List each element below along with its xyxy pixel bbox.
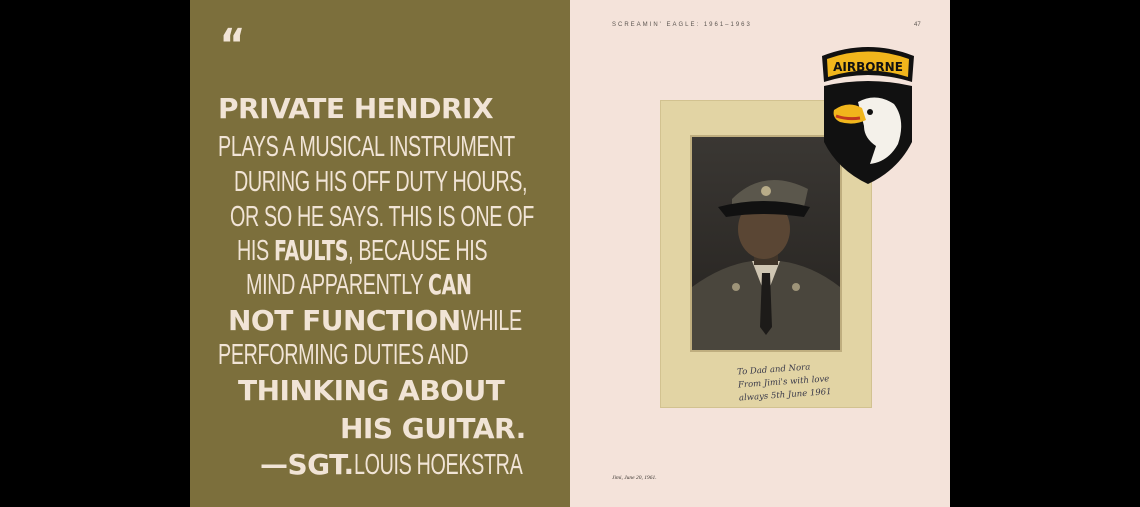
quote-line: PLAYS A MUSICAL INSTRUMENT xyxy=(218,131,515,163)
airborne-eagle-patch xyxy=(818,42,918,187)
quote-line: OR SO HE SAYS. THIS IS ONE OF xyxy=(230,201,534,233)
quote-line: PRIVATE HENDRIX xyxy=(218,92,494,125)
right-page xyxy=(570,0,950,507)
quote-line: MIND APPARENTLY CAN xyxy=(246,268,472,301)
photo-caption: Jimi, June 20, 1961. xyxy=(612,475,657,481)
svg-text:AIRBORNE: AIRBORNE xyxy=(833,60,903,74)
page-number: 47 xyxy=(914,22,921,28)
handwritten-inscription: To Dad and Nora From Jimi's with love always 5th June 1961 xyxy=(736,362,832,404)
quote-line: DURING HIS OFF DUTY HOURS, xyxy=(234,166,528,198)
eagle-patch-icon xyxy=(818,42,918,187)
left-page xyxy=(190,0,570,507)
quote-line: PERFORMING DUTIES AND xyxy=(218,339,469,371)
book-spread xyxy=(190,0,950,507)
quote-attribution: —SGT.LOUIS HOEKSTRA xyxy=(260,448,523,481)
open-quote-mark: “ xyxy=(219,20,246,71)
running-header: SCREAMIN' EAGLE: 1961–1963 xyxy=(612,22,752,28)
quote-line: HIS GUITAR. xyxy=(340,412,526,445)
quote-line: NOT FUNCTIONWHILE xyxy=(228,304,522,337)
quote-line: HIS FAULTS, BECAUSE HIS xyxy=(237,234,488,267)
quote-line: THINKING ABOUT xyxy=(238,374,505,407)
